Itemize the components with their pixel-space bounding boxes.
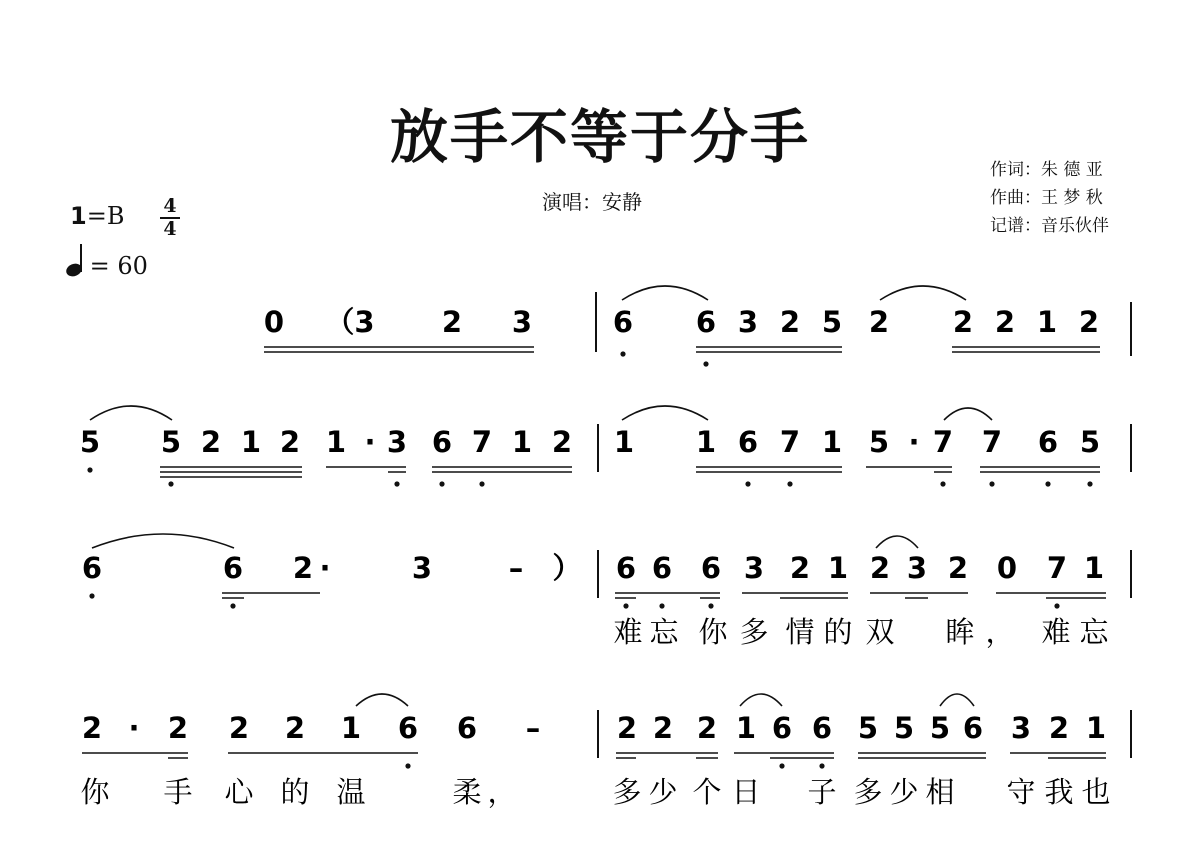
score-note: 6: [771, 711, 793, 745]
score-note: –: [525, 711, 541, 745]
lyric-char: 守: [1006, 775, 1036, 809]
score-note: –: [508, 551, 524, 585]
lyric-char: 多: [612, 775, 642, 809]
score-note: 2: [952, 305, 974, 339]
score-note: ·: [364, 425, 376, 459]
score-note: 5: [893, 711, 915, 745]
score-note: ·: [319, 551, 331, 585]
score-note: 2: [81, 711, 103, 745]
lyric-char: 难: [1041, 615, 1071, 649]
lyric-char: 忘: [1079, 615, 1109, 649]
score-note: 7: [932, 425, 954, 459]
score-note: 6: [431, 425, 453, 459]
score-note: 2: [228, 711, 250, 745]
octave-dot: [708, 603, 713, 608]
score-note: 5: [160, 425, 182, 459]
score-note: 3: [737, 305, 759, 339]
lyric-char: 多: [853, 775, 883, 809]
score-note: 2: [551, 425, 573, 459]
octave-dot: [394, 481, 399, 486]
octave-dot: [623, 603, 628, 608]
score-note: 6: [397, 711, 419, 745]
octave-dot: [168, 481, 173, 486]
score-note: 2: [200, 425, 222, 459]
score-note: 7: [779, 425, 801, 459]
tie-arc: [622, 286, 708, 300]
score-note: 6: [615, 551, 637, 585]
lyric-char: 你: [80, 775, 110, 809]
score-note: 1: [1036, 305, 1058, 339]
score-note: 5: [868, 425, 890, 459]
score-note: 1: [325, 425, 347, 459]
time-signature-top: 4: [163, 195, 177, 217]
octave-dot: [479, 481, 484, 486]
octave-dot: [787, 481, 792, 486]
score-note: 2: [947, 551, 969, 585]
lyric-char: 少: [648, 775, 678, 809]
notation-credit: 记谱：音乐伙伴: [990, 216, 1109, 236]
score-note: 2: [284, 711, 306, 745]
score-note: ·: [908, 425, 920, 459]
singer-credit: 演唱：安静: [542, 190, 642, 214]
score-note: 2: [779, 305, 801, 339]
lyric-char: 的: [280, 775, 310, 809]
score-note: 6: [222, 551, 244, 585]
score-note: 2: [441, 305, 463, 339]
lyric-char: ，: [985, 615, 1015, 649]
lyric-char: 忘: [649, 615, 679, 649]
lyricist-credit: 作词：朱 德 亚: [990, 160, 1103, 180]
tie-arc: [90, 406, 172, 420]
octave-dot: [1054, 603, 1059, 608]
score-note: 6: [81, 551, 103, 585]
score-note: 1: [735, 711, 757, 745]
score-note: 2: [652, 711, 674, 745]
octave-dot: [89, 593, 94, 598]
octave-dot: [1045, 481, 1050, 486]
score-note: 5: [79, 425, 101, 459]
score-note: 0: [996, 551, 1018, 585]
score-note: 1: [511, 425, 533, 459]
score-note: 1: [1083, 551, 1105, 585]
octave-dot: [779, 763, 784, 768]
score-note: 3: [743, 551, 765, 585]
score-note: 3: [386, 425, 408, 459]
score-note: 6: [695, 305, 717, 339]
tie-arc: [92, 534, 234, 548]
tie-arc: [944, 408, 992, 420]
score-note: 1: [821, 425, 843, 459]
score-note: 6: [1037, 425, 1059, 459]
score-note: 3: [511, 305, 533, 339]
score-note: 1: [1085, 711, 1107, 745]
tie-arc: [940, 694, 974, 706]
octave-dot: [439, 481, 444, 486]
lyric-char: 子: [807, 775, 837, 809]
lyric-char: 双: [865, 615, 895, 649]
score-note: 7: [471, 425, 493, 459]
lyric-char: 眸: [945, 615, 975, 649]
score-note: 2: [1078, 305, 1100, 339]
score-note: 7: [1046, 551, 1068, 585]
key-name: =B: [86, 202, 125, 230]
time-signature-bottom: 4: [163, 218, 177, 240]
score-note: 0: [263, 305, 285, 339]
score-note: 1: [827, 551, 849, 585]
lyric-char: 多: [739, 615, 769, 649]
octave-dot: [989, 481, 994, 486]
octave-dot: [230, 603, 235, 608]
tie-arc: [356, 694, 408, 706]
lyric-char: 难: [613, 615, 643, 649]
octave-dot: [745, 481, 750, 486]
score-note: （3: [325, 305, 375, 339]
lyric-char: 温: [336, 775, 366, 809]
score-note: 2: [167, 711, 189, 745]
tie-arc: [740, 694, 782, 706]
score-note: 2: [994, 305, 1016, 339]
score-note: 6: [651, 551, 673, 585]
octave-dot: [703, 361, 708, 366]
lyric-char: 的: [823, 615, 853, 649]
score-note: 1: [340, 711, 362, 745]
score-note: 5: [857, 711, 879, 745]
score-note: 2: [279, 425, 301, 459]
lyric-char: 少: [889, 775, 919, 809]
score-note: 3: [1010, 711, 1032, 745]
tie-arc: [876, 536, 918, 548]
score-note: 2: [696, 711, 718, 745]
score-note: 2: [789, 551, 811, 585]
octave-dot: [405, 763, 410, 768]
score-note: ·: [128, 711, 140, 745]
lyric-char: 你: [698, 615, 728, 649]
octave-dot: [819, 763, 824, 768]
score-note: 2: [292, 551, 314, 585]
score-note: 6: [612, 305, 634, 339]
score-note: 5: [929, 711, 951, 745]
tempo-value: = 60: [89, 252, 148, 280]
tie-arc: [622, 406, 708, 420]
tie-arc: [880, 286, 966, 300]
score-note: 3: [411, 551, 433, 585]
lyric-char: 日: [731, 775, 761, 809]
score-note: 2: [868, 305, 890, 339]
lyric-char: 个: [692, 775, 722, 809]
octave-dot: [620, 351, 625, 356]
score-note: 6: [456, 711, 478, 745]
lyric-char: 心: [224, 775, 254, 809]
lyric-char: ，: [487, 775, 517, 809]
score-note: 3: [906, 551, 928, 585]
octave-dot: [1087, 481, 1092, 486]
score-note: 6: [811, 711, 833, 745]
score-note: 1: [240, 425, 262, 459]
lyric-char: 情: [785, 615, 815, 649]
lyric-char: 我: [1044, 775, 1074, 809]
score-note: 1: [613, 425, 635, 459]
octave-dot: [87, 467, 92, 472]
composer-credit: 作曲：王 梦 秋: [990, 188, 1103, 208]
song-title: 放手不等于分手: [389, 103, 810, 171]
score-note: 5: [1079, 425, 1101, 459]
octave-dot: [659, 603, 664, 608]
score-note: ）: [552, 551, 582, 585]
lyric-char: 手: [163, 775, 193, 809]
octave-dot: [940, 481, 945, 486]
lyric-char: 也: [1081, 775, 1111, 809]
score-note: 2: [869, 551, 891, 585]
score-note: 2: [616, 711, 638, 745]
score-note: 6: [962, 711, 984, 745]
score-note: 7: [981, 425, 1003, 459]
score-note: 1: [695, 425, 717, 459]
score-note: 2: [1048, 711, 1070, 745]
score-note: 6: [700, 551, 722, 585]
key-degree: 1: [70, 202, 87, 230]
score-note: 5: [821, 305, 843, 339]
lyric-char: 相: [925, 775, 955, 809]
lyric-char: 柔: [452, 775, 482, 809]
score-note: 6: [737, 425, 759, 459]
